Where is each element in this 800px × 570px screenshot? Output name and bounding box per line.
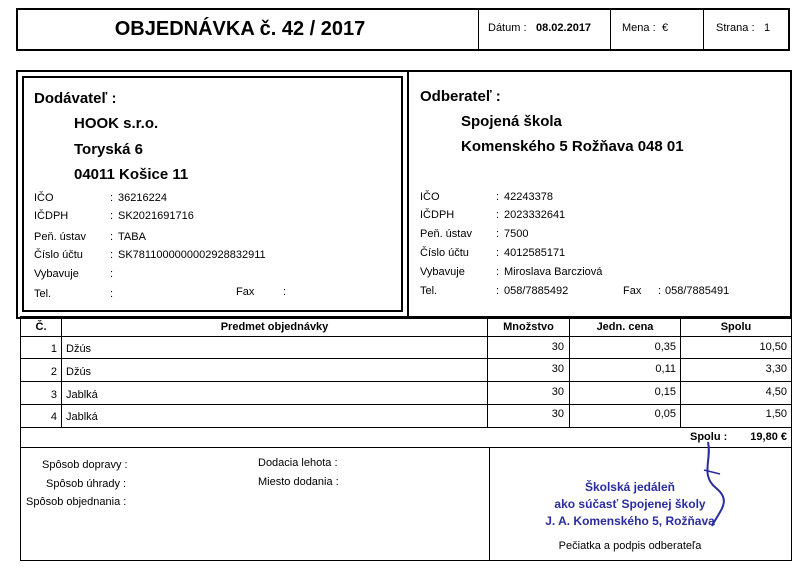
signature-caption: Pečiatka a podpis odberateľa xyxy=(558,540,702,552)
customer-icdph-label: IČDPH xyxy=(420,209,455,221)
customer-icdph-value: 2023332641 xyxy=(504,209,566,221)
supplier-box xyxy=(22,76,403,312)
customer-bank-label: Peň. ústav xyxy=(420,228,472,240)
row-item: Jablká xyxy=(66,411,98,423)
ordering-label: Spôsob objednania : xyxy=(26,496,127,508)
payment-label: Spôsob úhrady : xyxy=(46,478,127,490)
sum-value: 19,80 € xyxy=(750,431,787,443)
row-unit-price: 0,35 xyxy=(654,341,676,353)
supplier-bank-label: Peň. ústav xyxy=(34,231,86,243)
supplier-bank-value: TABA xyxy=(118,231,146,243)
row-qty: 30 xyxy=(551,363,564,375)
stamp-line-1: Školská jedáleň xyxy=(584,480,676,494)
customer-heading: Odberateľ : xyxy=(420,88,501,105)
row-total: 4,50 xyxy=(765,386,787,398)
col-header-qty: Množstvo xyxy=(503,321,554,333)
row-item: Džús xyxy=(66,366,92,378)
row-qty: 30 xyxy=(551,408,564,420)
customer-fax-label: Fax xyxy=(623,285,642,297)
supplier-fax-label: Fax xyxy=(236,286,255,298)
delivery-time-label: Dodacia lehota : xyxy=(258,457,338,469)
supplier-ico-label: IČO xyxy=(34,192,54,204)
customer-fax-value: 058/7885491 xyxy=(665,285,730,297)
page-title: OBJEDNÁVKA č. 42 / 2017 xyxy=(114,18,366,40)
customer-name: Spojená škola xyxy=(461,113,562,130)
supplier-heading: Dodávateľ : xyxy=(34,90,117,107)
row-unit-price: 0,05 xyxy=(654,408,676,420)
row-unit-price: 0,11 xyxy=(655,363,676,375)
date-label: Dátum : xyxy=(488,22,527,34)
stamp-line-2: ako súčasť Spojenej školy xyxy=(554,497,706,511)
row-total: 1,50 xyxy=(765,408,787,420)
row-item: Džús xyxy=(66,343,92,355)
customer-tel-value: 058/7885492 xyxy=(504,285,569,297)
date-value: 08.02.2017 xyxy=(536,22,592,34)
currency-label: Mena : xyxy=(622,22,656,34)
row-num: 4 xyxy=(50,411,57,423)
supplier-city: 04011 Košice 11 xyxy=(74,166,189,183)
supplier-account-value: SK7811000000002928832911 xyxy=(118,249,266,261)
row-qty: 30 xyxy=(551,341,564,353)
supplier-tel-label: Tel. xyxy=(34,288,52,300)
customer-contact-value: Miroslava Barcziová xyxy=(504,266,603,278)
customer-bank-value: 7500 xyxy=(504,228,529,240)
row-item: Jablká xyxy=(66,389,98,401)
row-qty: 30 xyxy=(551,386,564,398)
transport-label: Spôsob dopravy : xyxy=(42,459,128,471)
supplier-icdph-label: IČDPH xyxy=(34,210,69,222)
supplier-contact-label: Vybavuje xyxy=(34,268,79,280)
customer-tel-label: Tel. xyxy=(420,285,438,297)
supplier-account-label: Číslo účtu xyxy=(34,249,83,261)
page-value: 1 xyxy=(764,22,771,34)
col-header-unit-price: Jedn. cena xyxy=(596,321,654,333)
row-unit-price: 0,15 xyxy=(654,386,676,398)
row-num: 2 xyxy=(50,366,57,378)
customer-address: Komenského 5 Rožňava 048 01 xyxy=(461,138,684,155)
row-total: 10,50 xyxy=(759,341,787,353)
col-header-num: Č. xyxy=(35,321,47,333)
sum-label: Spolu : xyxy=(690,431,728,443)
customer-account-value: 4012585171 xyxy=(504,247,566,259)
supplier-name: HOOK s.r.o. xyxy=(74,115,159,132)
supplier-icdph-value: SK2021691716 xyxy=(118,210,194,222)
customer-contact-label: Vybavuje xyxy=(420,266,465,278)
col-header-item: Predmet objednávky xyxy=(220,321,329,333)
supplier-ico-value: 36216224 xyxy=(118,192,167,204)
customer-account-label: Číslo účtu xyxy=(420,247,469,259)
currency-value: € xyxy=(662,22,669,34)
col-header-total: Spolu xyxy=(720,321,752,333)
row-num: 3 xyxy=(50,389,57,401)
page-label: Strana : xyxy=(716,22,755,34)
row-num: 1 xyxy=(50,343,57,355)
customer-ico-value: 42243378 xyxy=(504,191,553,203)
customer-ico-label: IČO xyxy=(420,191,440,203)
row-total: 3,30 xyxy=(765,363,787,375)
stamp-line-3: J. A. Komenského 5, Rožňava xyxy=(545,514,715,528)
supplier-street: Toryská 6 xyxy=(74,141,143,158)
delivery-place-label: Miesto dodania : xyxy=(258,476,339,488)
